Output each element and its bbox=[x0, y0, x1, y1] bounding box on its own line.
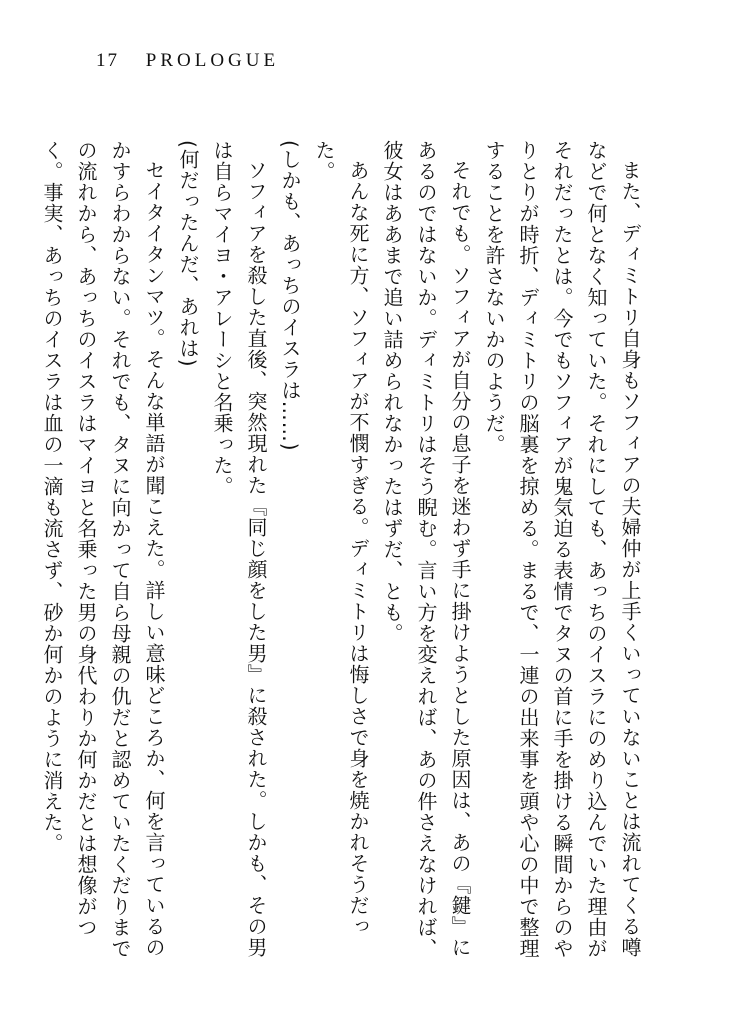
page-number: 17 bbox=[96, 50, 119, 71]
chapter-title: PROLOGUE bbox=[145, 50, 280, 71]
paragraph-3: あんな死に方、ソフィアが不憫すぎる。ディミトリは悔しさで身を焼かれそうだった。 bbox=[312, 140, 370, 937]
paragraph-5: ソフィアを殺した直後、突然現れた『同じ顔をした男』に殺された。しかも、その男は自らマイヨ・アレーシと名乗った。 bbox=[210, 140, 268, 958]
vertical-body-text bbox=[40, 140, 647, 960]
paragraph-1: また、ディミトリ自身もソフィアの夫婦仲が上手くいっていないことは流れてくる噂などで何となく知っていた。それにしても、あっちのイスラにのめり込んでいた理由がそれだったとは。今でもソフィアが鬼気迫る表情でタヌの首に手を掛ける瞬間からのやりとりが時折、ディミトリの脳裏を掠める。まるで、一連の出来事を頭や心の中で整理することを許さないかのようだ。 bbox=[482, 140, 642, 959]
paragraph-4-thought: (しかも、あっちのイスラは……) bbox=[278, 140, 302, 452]
paragraph-7: セイタイタンマツ。そんな単語が聞こえた。詳しい意味どころか、何を言っているのかすらわからない。それでも、タヌに向かって自ら母親の仇だと認めていたくだりまでの流れから、あっちのイスラはマイヨと名乗った男の身代わりか何かだとは想像がつく。事実、あっちのイスラは血の一滴も流さず、砂か何かのように消えた。 bbox=[40, 140, 166, 959]
paragraph-2: それでも。ソフィアが自分の息子を迷わず手に掛けようとした原因は、あの『鍵』にあるのではないか。ディミトリはそう睨む。言い方を変えれば、あの件さえなければ、彼女はああまで追い詰められなかったはずだ、とも。 bbox=[380, 140, 472, 959]
paragraph-6-thought: (何だったんだ、あれは) bbox=[176, 140, 200, 368]
running-header bbox=[96, 50, 279, 72]
